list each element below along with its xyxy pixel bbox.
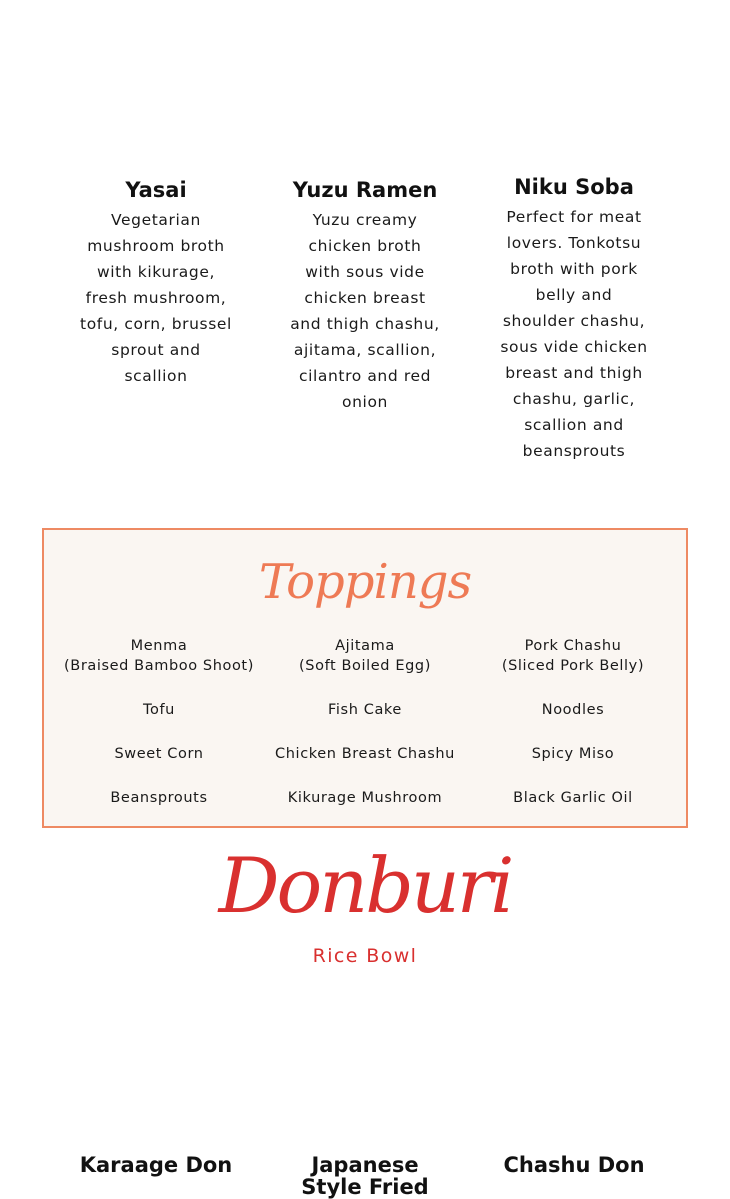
- description-line: chicken breast: [304, 289, 426, 307]
- topping-item: [467, 700, 679, 720]
- ramen-yuzu: [275, 177, 455, 415]
- topping-name: Beansprouts: [110, 790, 208, 806]
- description-line: with sous vide: [305, 263, 425, 281]
- description-line: breast and thigh: [505, 364, 643, 382]
- description-line: cilantro and red: [298, 367, 432, 385]
- description-line: tofu, corn, brussel: [80, 315, 232, 333]
- topping-item: [259, 788, 471, 808]
- ramen-yasai: [66, 177, 246, 389]
- topping-name: Tofu: [143, 702, 175, 718]
- topping-item: [53, 636, 265, 676]
- topping-item: [53, 744, 265, 764]
- dish-description: [275, 207, 455, 415]
- dish-title-line: Style Fried: [301, 1175, 429, 1199]
- description-line: chashu, garlic,: [512, 390, 636, 408]
- description-line: fresh mushroom,: [85, 289, 227, 307]
- dish-title: Yasai: [125, 178, 187, 202]
- dish-title-line: Chashu Don: [503, 1153, 645, 1177]
- topping-name: Black Garlic Oil: [513, 790, 633, 806]
- topping-name: Fish Cake: [328, 702, 402, 718]
- description-line: sprout and: [111, 341, 201, 359]
- ramen-niku-soba: [484, 174, 664, 464]
- topping-name: Ajitama: [335, 638, 395, 654]
- description-line: lovers. Tonkotsu: [506, 234, 642, 252]
- topping-note: (Soft Boiled Egg): [299, 658, 431, 674]
- description-line: broth with pork: [510, 260, 638, 278]
- topping-name: Noodles: [541, 702, 605, 718]
- topping-note: (Braised Bamboo Shoot): [64, 658, 254, 674]
- donburi-subtitle: Rice Bowl: [312, 945, 418, 967]
- topping-name: Kikurage Mushroom: [287, 790, 443, 806]
- topping-name: Chicken Breast Chashu: [275, 746, 455, 762]
- dish-title-line: Japanese: [311, 1153, 419, 1177]
- dish-title: Niku Soba: [514, 175, 634, 199]
- topping-item: [259, 636, 471, 676]
- topping-item: [259, 700, 471, 720]
- description-line: ajitama, scallion,: [293, 341, 437, 359]
- donburi-dish-chashu: [484, 1154, 664, 1176]
- donburi-title: Donburi: [218, 841, 512, 930]
- description-line: mushroom broth: [87, 237, 225, 255]
- donburi-dish-karaage: [66, 1154, 246, 1176]
- dish-title: Yuzu Ramen: [292, 178, 438, 202]
- dish-title-line: Karaage Don: [79, 1153, 233, 1177]
- description-line: Yuzu creamy: [312, 211, 418, 229]
- description-line: shoulder chashu,: [502, 312, 646, 330]
- description-line: belly and: [535, 286, 613, 304]
- topping-name: Spicy Miso: [531, 746, 615, 762]
- topping-item: [467, 636, 679, 676]
- description-line: with kikurage,: [97, 263, 215, 281]
- dish-description: [484, 204, 664, 464]
- topping-name: Pork Chashu: [524, 638, 622, 654]
- description-line: and thigh chashu,: [290, 315, 440, 333]
- topping-item: [53, 700, 265, 720]
- topping-note: (Sliced Pork Belly): [501, 658, 645, 674]
- description-line: Perfect for meat: [506, 208, 642, 226]
- description-line: scallion: [124, 367, 188, 385]
- topping-item: [467, 744, 679, 764]
- description-line: scallion and: [524, 416, 624, 434]
- topping-item: [53, 788, 265, 808]
- topping-item: [467, 788, 679, 808]
- dish-description: [66, 207, 246, 389]
- topping-name: Sweet Corn: [114, 746, 204, 762]
- description-line: Vegetarian: [111, 211, 201, 229]
- description-line: sous vide chicken: [500, 338, 648, 356]
- donburi-dish-japanese-style: [275, 1154, 455, 1198]
- description-line: onion: [342, 393, 388, 411]
- toppings-title: Toppings: [258, 554, 472, 610]
- description-line: beansprouts: [522, 442, 626, 460]
- description-line: chicken broth: [308, 237, 422, 255]
- topping-name: Menma: [130, 638, 188, 654]
- topping-item: [259, 744, 471, 764]
- toppings-section: [42, 528, 688, 828]
